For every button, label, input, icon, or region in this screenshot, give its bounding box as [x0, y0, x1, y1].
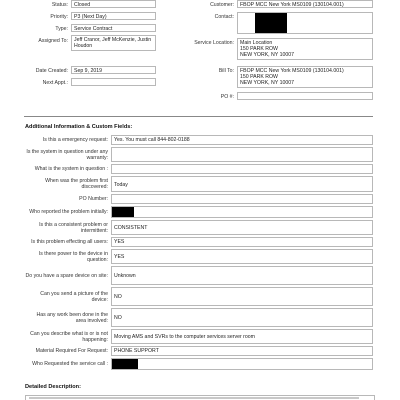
field-row	[25, 220, 375, 235]
field-label: What is the system in question :	[34, 166, 108, 172]
redaction-block	[112, 207, 134, 218]
field-row	[25, 346, 375, 356]
field-row	[25, 358, 375, 370]
field-label: Material Required For Request:	[35, 348, 108, 354]
priority-field[interactable]: P3 (Next Day)	[71, 12, 156, 20]
detailed-description-text-preview	[29, 397, 359, 398]
date-created-label: Date Created:	[35, 68, 68, 74]
contact-field[interactable]	[237, 12, 373, 34]
assigned-to-label: Assigned To:	[38, 38, 68, 44]
field-label: Can you send a picture of the device:	[40, 290, 108, 303]
customer-label: Customer:	[210, 2, 234, 8]
field-value[interactable]: Yes. You must call 844-802-0188	[111, 135, 373, 145]
field-value[interactable]: PHONE SUPPORT	[111, 346, 373, 356]
additional-fields-list	[25, 135, 375, 372]
field-row	[25, 287, 375, 306]
po-label: PO #:	[220, 94, 234, 100]
field-row	[25, 329, 375, 344]
detailed-description-heading: Detailed Description:	[25, 384, 81, 390]
priority-label: Priority:	[50, 14, 68, 20]
field-value[interactable]: YES	[111, 249, 373, 264]
date-created-field[interactable]: Sep 9, 2019	[71, 66, 156, 74]
field-label: Is this a emergency request:	[42, 137, 108, 143]
field-value[interactable]: NO	[111, 308, 373, 327]
field-value[interactable]	[111, 194, 373, 204]
service-location-line-2: 150 PARK ROW	[240, 45, 278, 52]
bill-to-line-2: 150 PARK ROW	[240, 73, 278, 80]
service-location-field[interactable]	[237, 38, 373, 60]
field-row	[25, 206, 375, 218]
field-value[interactable]: CONSISTENT	[111, 220, 373, 235]
redaction-block	[112, 359, 138, 370]
field-label: Is the system in question under any warranty:	[26, 148, 108, 161]
status-field[interactable]: Closed	[71, 0, 156, 8]
bill-to-line-3: NEW YORK, NY 10007	[240, 79, 295, 86]
field-row	[25, 249, 375, 264]
field-value[interactable]: Unknown	[111, 266, 373, 285]
next-appt-label: Next Appt.:	[42, 80, 68, 86]
field-label: Is this a consistent problem or intermittent:	[39, 221, 108, 234]
field-label: PO Number:	[79, 196, 108, 202]
service-location-label: Service Location:	[194, 40, 234, 46]
field-value[interactable]	[111, 358, 373, 370]
type-label: Type:	[55, 26, 68, 32]
field-value[interactable]	[111, 206, 373, 218]
bill-to-field[interactable]	[237, 66, 373, 88]
field-label: Do you have a spare device on site:	[25, 272, 108, 279]
field-value[interactable]	[111, 147, 373, 162]
contact-label: Contact:	[214, 14, 234, 20]
field-value[interactable]	[111, 164, 373, 174]
detailed-description-box[interactable]	[25, 395, 375, 400]
po-field[interactable]	[237, 92, 373, 100]
field-row	[25, 194, 375, 204]
field-label: Who Requested the service call :	[32, 361, 108, 367]
service-location-line-3: NEW YORK, NY 10007	[240, 51, 295, 58]
field-row	[25, 237, 375, 247]
type-field[interactable]: Service Contract	[71, 24, 156, 32]
field-value[interactable]: NO	[111, 287, 373, 306]
field-row	[25, 135, 375, 145]
field-value[interactable]: Moving AMS and SVRs to the computer services server room	[111, 329, 373, 344]
section-divider	[24, 116, 373, 117]
field-label: Is there power to the device in question:	[38, 250, 108, 263]
bill-to-line-1: FBOP MCC New York MS0109 (130104.001)	[240, 67, 344, 74]
additional-info-heading: Additional Information & Custom Fields:	[25, 124, 133, 130]
status-label: Status:	[51, 2, 68, 8]
field-label: Is this problem effecting all users:	[31, 239, 108, 245]
field-label: Can you describe what is or is not happening:	[30, 330, 108, 343]
field-row	[25, 308, 375, 327]
field-label: Has any work been done in the area involved:	[36, 311, 108, 324]
field-row	[25, 176, 375, 192]
field-row	[25, 147, 375, 162]
contact-redaction	[255, 12, 287, 34]
field-label: Who reported the problem initially:	[29, 209, 108, 215]
field-value[interactable]: Today	[111, 176, 373, 192]
field-row	[25, 266, 375, 285]
service-location-line-1: Main Location	[240, 39, 273, 46]
field-value[interactable]: YES	[111, 237, 373, 247]
next-appt-field[interactable]	[71, 78, 156, 86]
field-row	[25, 164, 375, 174]
customer-field[interactable]: FBOP MCC New York MS0109 (130104.001)	[237, 0, 373, 8]
field-label: When was the problem first discovered:	[45, 178, 108, 190]
assigned-to-field[interactable]: Jeff Cranor, Jeff McKenzie, Justin Houdon	[71, 35, 156, 51]
bill-to-label: Bill To:	[218, 68, 234, 74]
